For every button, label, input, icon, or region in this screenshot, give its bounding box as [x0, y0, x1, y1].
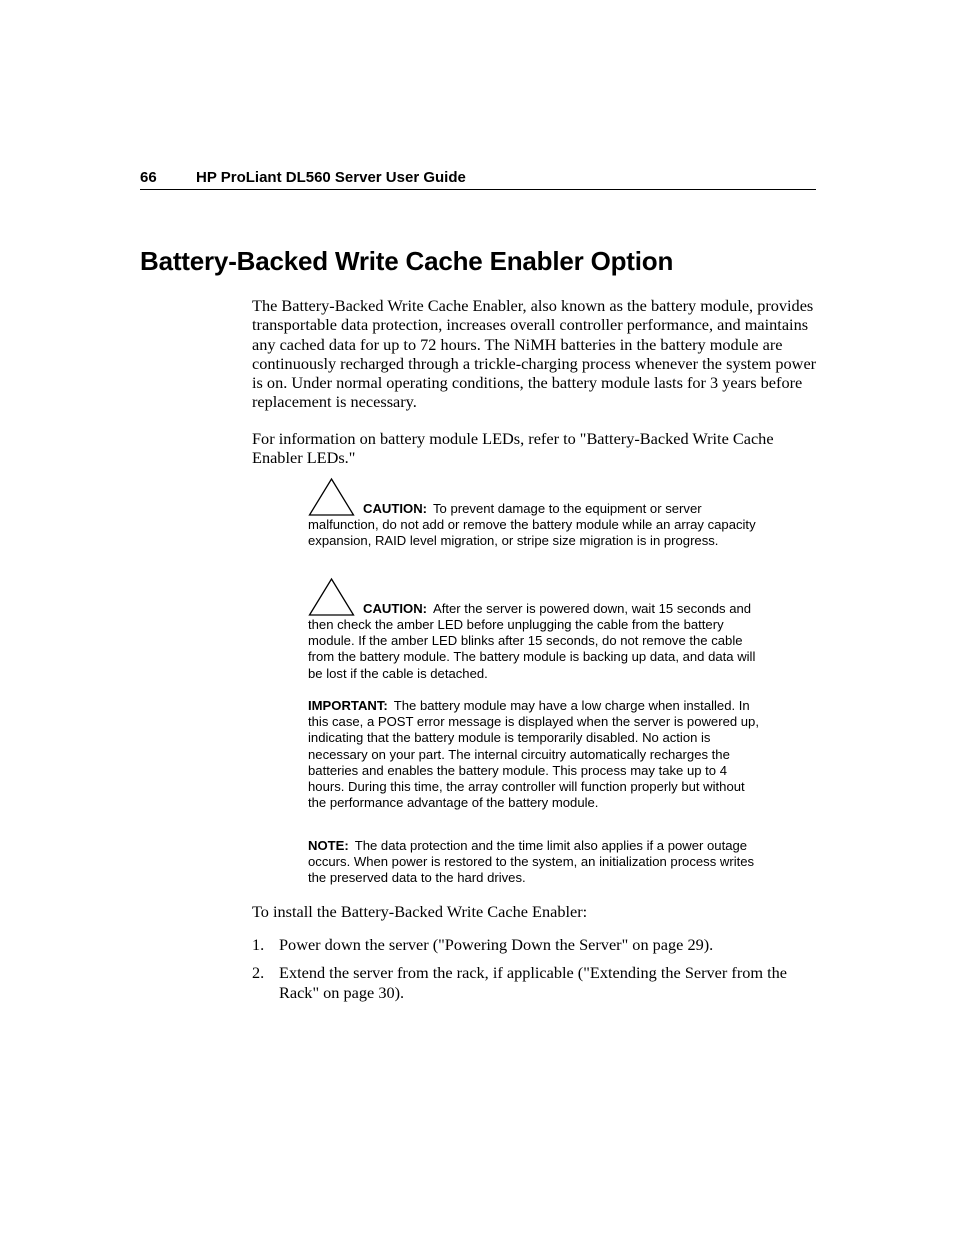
- page-header: [140, 168, 816, 190]
- note-text: The data protection and the time limit also applies if a power outage occurs. When power is restored to the system, an initialization process writes the preserved data to the hard drives.: [308, 838, 755, 886]
- led-reference-paragraph: For information on battery module LEDs, refer to "Battery-Backed Write Cache Enabler LEDs.": [252, 429, 774, 468]
- step-number: 1.: [252, 935, 265, 954]
- note-notice: [308, 838, 760, 887]
- note-label: NOTE:: [308, 838, 349, 853]
- step-text: Extend the server from the rack, if applicable ("Extending the Server from the Rack" on page 30).: [279, 963, 788, 1002]
- page-number: 66: [140, 169, 157, 186]
- intro-paragraph: The Battery-Backed Write Cache Enabler, also known as the battery module, provides transportable data protection, increases overall controller performance, and maintains any cached data for up to 72 hours. The NiMH batteries in the battery module are continuously recharged through a trickle-charging process whenever the system power is on. Under normal operating conditions, the battery module lasts for 3 years before replacement is necessary.: [252, 296, 817, 412]
- important-notice: [308, 698, 760, 811]
- caution-text: After the server is powered down, wait 15 seconds and then check the amber LED before unplugging the cable from the battery module. If the amber LED blinks after 15 seconds, do not remove the cable from the battery module. The battery module is backing up data, and data will be lost if the cable is detached.: [308, 600, 756, 681]
- caution-notice-2: [308, 577, 760, 682]
- step-text: Power down the server ("Powering Down the Server" on page 29).: [279, 935, 714, 954]
- install-intro: To install the Battery-Backed Write Cache Enabler:: [252, 902, 588, 921]
- list-item: [252, 935, 818, 954]
- caution-triangle-icon: [308, 577, 355, 617]
- important-text: The battery module may have a low charge when installed. In this case, a POST error message is displayed when the server is powered up, indicating that the battery module is temporarily disabled. No action is necessary on your part. The internal circuitry automatically recharges the batteries and enables the battery module. This process may take up to 4 hours. During this time, the array controller will function properly but without the performance advantage of the battery module.: [308, 698, 759, 811]
- guide-title: HP ProLiant DL560 Server User Guide: [196, 169, 466, 186]
- section-title: Battery-Backed Write Cache Enabler Option: [140, 246, 674, 276]
- important-label: IMPORTANT:: [308, 698, 388, 713]
- caution-notice-1: [308, 477, 760, 549]
- caution-text: To prevent damage to the equipment or server malfunction, do not add or remove the battery module while an array capacity expansion, RAID level migration, or stripe size migration is in progress.: [308, 500, 756, 549]
- list-item: [252, 963, 818, 1002]
- step-number: 2.: [252, 963, 265, 983]
- install-steps: [252, 935, 818, 1011]
- caution-label: CAUTION:: [363, 600, 428, 616]
- caution-label: CAUTION:: [363, 500, 428, 516]
- caution-triangle-icon: [308, 477, 355, 517]
